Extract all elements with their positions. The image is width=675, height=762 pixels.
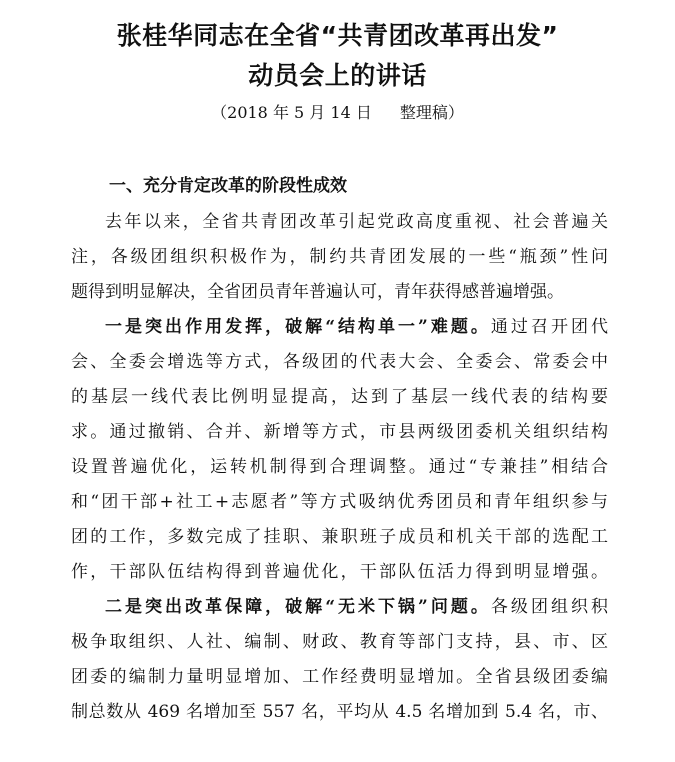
paragraph-3-line-4: 制总数从 469 名增加至 557 名，平均从 4.5 名增加到 5.4 名，市、 — [71, 702, 608, 722]
paragraph-2-line-4: 求。通过撤销、合并、新增等方式，市县两级团委机关组织结构 — [71, 422, 608, 442]
paragraph-3-lead: 二是突出改革保障，破解“无米下锅”问题。 — [105, 597, 491, 617]
paragraph-2-line-1 — [105, 313, 608, 341]
paragraph-2-line-8: 作，干部队伍结构得到普遍优化，干部队伍活力得到明显增强。 — [71, 562, 608, 582]
document-date: （2018 年 5 月 14 日 — [211, 103, 372, 122]
section-1-heading: 一、充分肯定改革的阶段性成效 — [109, 176, 347, 196]
paragraph-2-line-6: 和“团干部+社工+志愿者”等方式吸纳优秀团员和青年组织参与 — [71, 492, 608, 512]
paragraph-3-line-3: 团委的编制力量明显增加、工作经费明显增加。全省县级团委编 — [71, 667, 608, 687]
paragraph-1-line-1: 去年以来，全省共青团改革引起党政高度重视、社会普遍关 — [105, 212, 608, 232]
document-title-line-1: 张桂华同志在全省“共青团改革再出发” — [116, 21, 559, 50]
paragraph-2-lead-rest: 通过召开团代 — [490, 317, 608, 337]
paragraph-1-line-3: 题得到明显解决，全省团员青年普遍认可，青年获得感普遍增强。 — [71, 282, 564, 302]
document-date-line — [0, 100, 675, 126]
paragraph-2-line-2: 会、全委会增选等方式，各级团的代表大会、全委会、常委会中 — [71, 352, 608, 372]
paragraph-2-line-5: 设置普遍优化，运转机制得到合理调整。通过“专兼挂”相结合 — [71, 457, 608, 477]
draft-note: 整理稿） — [399, 103, 464, 122]
paragraph-2-line-3: 的基层一线代表比例明显提高，达到了基层一线代表的结构要 — [71, 387, 608, 407]
paragraph-3-lead-rest: 各级团组织积 — [490, 597, 608, 617]
paragraph-3-line-1 — [105, 593, 608, 621]
paragraph-2-lead: 一是突出作用发挥，破解“结构单一”难题。 — [105, 317, 491, 337]
document-title-line-2: 动员会上的讲话 — [248, 61, 427, 90]
paragraph-3-line-2: 极争取组织、人社、编制、财政、教育等部门支持，县、市、区 — [71, 632, 608, 652]
paragraph-1-line-2: 注，各级团组织积极作为，制约共青团发展的一些“瓶颈”性问 — [71, 247, 608, 267]
paragraph-2-line-7: 团的工作，多数完成了挂职、兼职班子成员和机关干部的选配工 — [71, 527, 608, 547]
